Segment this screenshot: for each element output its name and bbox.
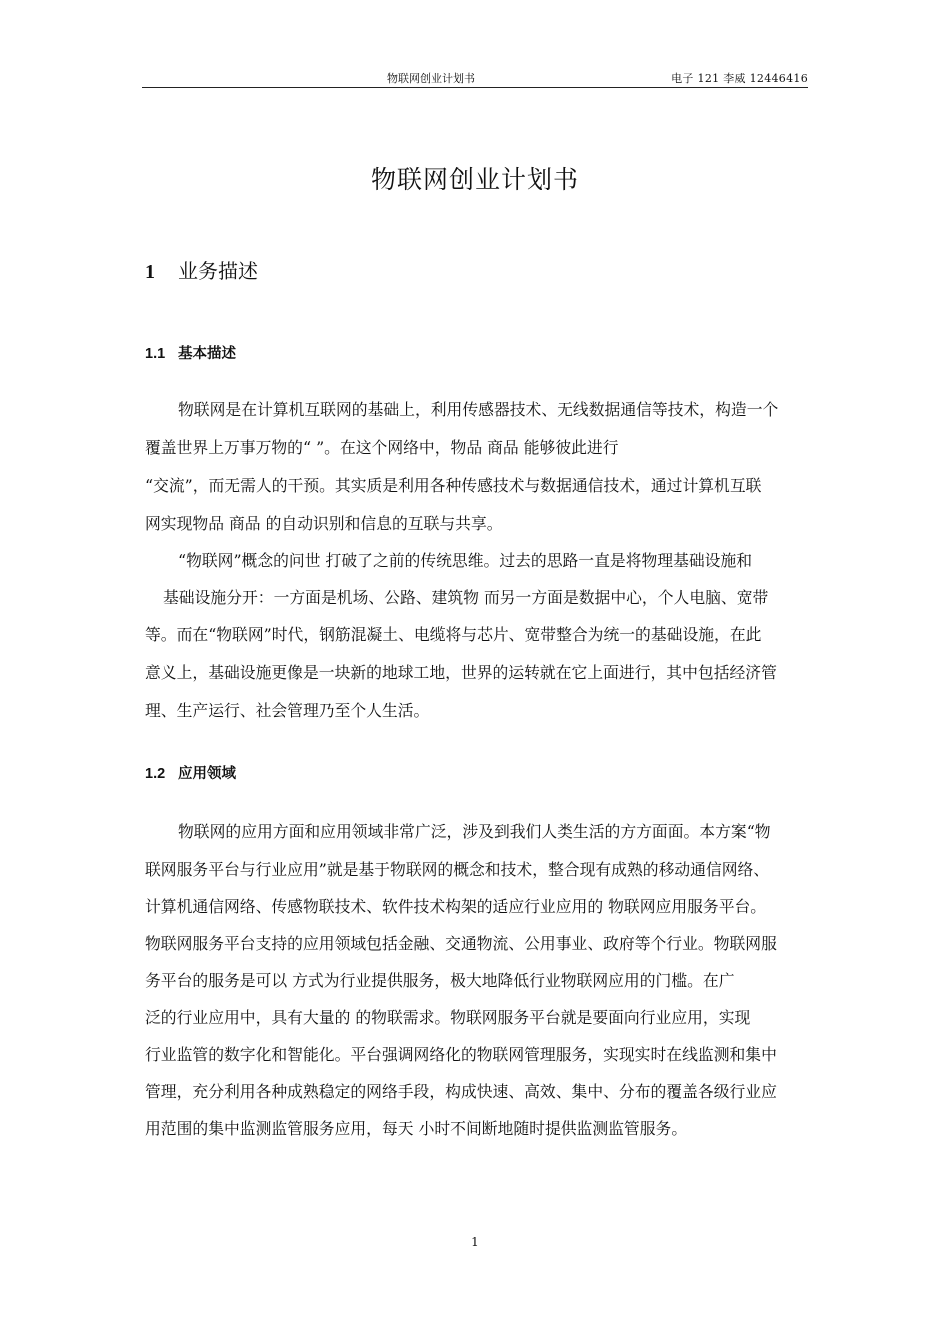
paragraph-line: “交流”，而无需人的干预。其实质是利用各种传感技术与数据通信技术，通过计算机互联: [145, 476, 762, 495]
paragraph-line: 覆盖世界上万事万物的“ ”。在这个网络中，物品 商品 能够彼此进行: [145, 438, 619, 457]
paragraph-line: “物联网”概念的问世 打破了之前的传统思维。过去的思路一直是将物理基础设施和: [178, 551, 753, 570]
document-title: 物联网创业计划书: [370, 165, 579, 194]
page-header: [142, 71, 808, 88]
paragraph-line: 务平台的服务是可以 方式为行业提供服务，极大地降低行业物联网应用的门槛。在广: [145, 971, 735, 990]
paragraph-line: 联网服务平台与行业应用”就是基于物联网的概念和技术，整合现有成熟的移动通信网络、: [145, 860, 770, 879]
paragraph-line: 基础设施分开：一方面是机场、公路、建筑物 而另一方面是数据中心，个人电脑、宽带: [163, 588, 769, 607]
header-author-info: 电子 121 李威 12446416: [671, 72, 808, 85]
paragraph-line: 管理，充分利用各种成熟稳定的网络手段，构成快速、高效、集中、分布的覆盖各级行业应: [145, 1082, 777, 1101]
paragraph-line: 物联网是在计算机互联网的基础上，利用传感器技术、无线数据通信等技术，构造一个: [178, 400, 779, 419]
paragraph-line: 物联网的应用方面和应用领域非常广泛，涉及到我们人类生活的方方面面。本方案“物: [178, 822, 771, 841]
paragraph-line: 物联网服务平台支持的应用领域包括金融、交通物流、公用事业、政府等个行业。物联网服: [145, 934, 777, 953]
subsection-heading-1-2: [145, 762, 236, 783]
subsection-title: 应用领域: [178, 766, 236, 782]
subsection-heading-1-1: [145, 342, 236, 363]
page-number: 1: [471, 1235, 479, 1249]
section-heading-1: [145, 255, 258, 284]
paragraph-line: 理、生产运行、社会管理乃至个人生活。: [145, 701, 430, 720]
paragraph-line: 意义上，基础设施更像是一块新的地球工地，世界的运转就在它上面进行，其中包括经济管: [145, 663, 777, 682]
section-number: 1: [145, 261, 155, 283]
section-title: 业务描述: [178, 259, 258, 283]
header-title: 物联网创业计划书: [387, 72, 475, 85]
paragraph-line: 行业监管的数字化和智能化。平台强调网络化的物联网管理服务，实现实时在线监测和集中: [145, 1045, 777, 1064]
paragraph-line: 等。而在“物联网”时代，钢筋混凝土、电缆将与芯片、宽带整合为统一的基础设施，在此: [145, 625, 762, 644]
paragraph-line: 用范围的集中监测监管服务应用，每天 小时不间断地随时提供监测监管服务。: [145, 1119, 688, 1138]
paragraph-line: 网实现物品 商品 的自动识别和信息的互联与共享。: [145, 514, 503, 533]
subsection-title: 基本描述: [178, 346, 236, 362]
paragraph-line: 泛的行业应用中，具有大量的 的物联需求。物联网服务平台就是要面向行业应用，实现: [145, 1008, 751, 1027]
paragraph-line: 计算机通信网络、传感物联技术、软件技术构架的适应行业应用的 物联网应用服务平台。: [145, 897, 767, 916]
subsection-number: 1.1: [145, 346, 166, 362]
subsection-number: 1.2: [145, 766, 166, 782]
